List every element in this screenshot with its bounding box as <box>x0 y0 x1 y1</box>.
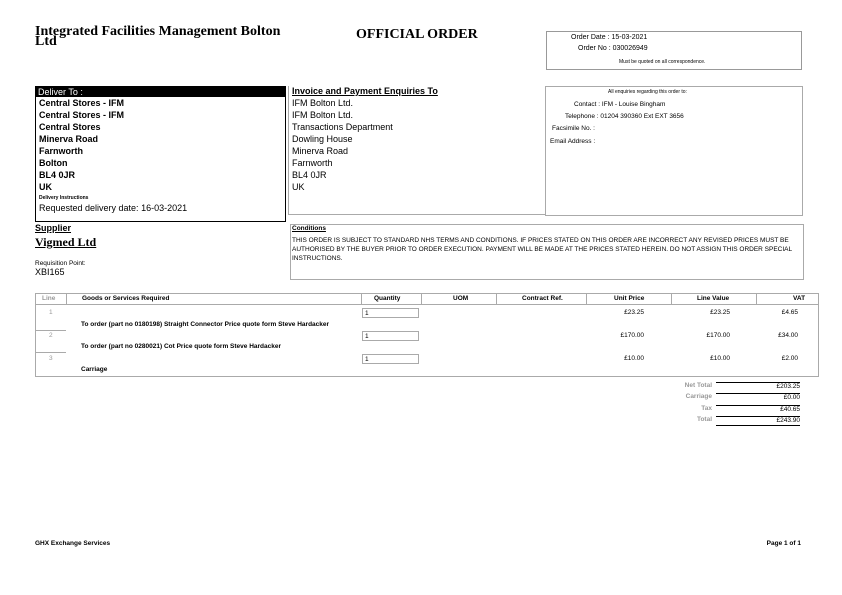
vat-value: £4.65 <box>781 309 798 316</box>
invoice-line: IFM Bolton Ltd. <box>292 110 354 120</box>
col-line: Line <box>42 295 56 302</box>
deliver-line: Central Stores - IFM <box>39 110 125 120</box>
carriage-label: Carriage <box>685 393 712 400</box>
unit-price: £170.00 <box>620 332 644 339</box>
conditions-label: Conditions <box>292 225 326 232</box>
invoice-label: Invoice and Payment Enquiries To <box>292 86 438 96</box>
deliver-line: BL4 0JR <box>39 170 76 180</box>
contact-box <box>545 86 803 216</box>
contact-email: Email Address : <box>550 138 596 145</box>
enquiries-note: All enquiries regarding this order to: <box>608 89 687 95</box>
requisition-label: Requisition Point: <box>35 260 86 267</box>
unit-price: £10.00 <box>624 355 644 362</box>
contact-fax: Facsimile No. : <box>552 125 595 132</box>
supplier-label: Supplier <box>35 223 72 233</box>
company-name: Integrated Facilities Management Bolton Ltd <box>35 24 281 49</box>
col-quantity: Quantity <box>374 295 401 302</box>
col-line-value: Line Value <box>697 295 730 302</box>
line-value: £170.00 <box>706 332 730 339</box>
deliver-line: Central Stores <box>39 122 101 132</box>
contact-telephone: Telephone : 01204 390360 Ext EXT 3656 <box>565 113 684 120</box>
unit-price: £23.25 <box>624 309 644 316</box>
tax-label: Tax <box>701 405 712 412</box>
item-description: To order (part no 0180198) Straight Connector Price quote form Steve Hardacker <box>81 321 330 328</box>
order-info-box <box>546 31 802 70</box>
deliver-line: Bolton <box>39 158 68 168</box>
quantity-field: 1 <box>362 331 419 341</box>
footer-left: GHX Exchange Services <box>35 540 111 547</box>
deliver-to-label: Deliver To : <box>36 87 285 97</box>
deliver-line: UK <box>39 182 52 192</box>
document-title: OFFICIAL ORDER <box>356 27 478 42</box>
deliver-to-box <box>35 86 286 222</box>
conditions-box <box>290 224 804 280</box>
quote-note: Must be quoted on all correspondence. <box>619 59 706 65</box>
total-value: £243.90 <box>716 416 800 426</box>
order-lines-table <box>35 293 819 377</box>
page-number: Page 1 of 1 <box>766 540 801 547</box>
vat-value: £34.00 <box>778 332 798 339</box>
col-goods: Goods or Services Required <box>82 295 170 302</box>
invoice-line: Farnworth <box>292 158 333 168</box>
vat-value: £2.00 <box>781 355 798 362</box>
line-value: £10.00 <box>710 355 730 362</box>
col-unit-price: Unit Price <box>614 295 645 302</box>
contact-name: Contact : IFM - Louise Bingham <box>574 101 666 108</box>
order-number: Order No : 030026949 <box>578 45 648 52</box>
net-total-value: £203.25 <box>716 382 800 391</box>
total-label: Total <box>696 416 712 423</box>
net-total-label: Net Total <box>684 382 712 389</box>
invoice-line: UK <box>292 182 305 192</box>
invoice-line: Transactions Department <box>292 122 393 132</box>
line-value: £23.25 <box>710 309 730 316</box>
invoice-line: Dowling House <box>292 134 353 144</box>
quantity-field: 1 <box>362 308 419 318</box>
order-date: Order Date : 15-03-2021 <box>571 34 648 41</box>
quantity-field: 1 <box>362 354 419 364</box>
delivery-instructions-label: Delivery Instructions <box>39 195 89 201</box>
item-description: Carriage <box>81 366 108 373</box>
deliver-line: Minerva Road <box>39 134 99 144</box>
invoice-line: BL4 0JR <box>292 170 327 180</box>
col-contract: Contract Ref. <box>522 295 563 302</box>
supplier-section <box>35 223 96 250</box>
supplier-name: Vigmed Ltd <box>35 235 97 249</box>
deliver-line: Farnworth <box>39 146 83 156</box>
invoice-box <box>288 86 545 215</box>
conditions-text: THIS ORDER IS SUBJECT TO STANDARD NHS TERMS AND CONDITIONS. IF PRICES STATED ON THIS ORDER ARE INCORRECT ANY REVISED PRICES MUST BE AUTHORISED BY THE BUYER PRIOR TO ORDER EXECUTION. PAYMENT WILL BE MADE AT THE PRICES STATED HEREIN. DO NOT ASSIGN THIS ORDER SPECIAL INSTRUCTIONS. <box>292 237 792 262</box>
invoice-line: Minerva Road <box>292 146 349 156</box>
row-line-number: 2 <box>49 332 53 339</box>
row-line-number: 1 <box>49 309 53 316</box>
col-uom: UOM <box>453 295 469 302</box>
item-description: To order (part no 0280021) Cot Price quote form Steve Hardacker <box>81 343 281 350</box>
row-line-number: 3 <box>49 355 53 362</box>
deliver-line: Central Stores - IFM <box>39 98 125 108</box>
col-vat: VAT <box>793 295 806 302</box>
invoice-line: IFM Bolton Ltd. <box>292 98 354 108</box>
requested-delivery-date: Requested delivery date: 16-03-2021 <box>39 203 188 213</box>
requisition-value: XBI165 <box>35 267 65 277</box>
tax-value: £40.65 <box>716 405 800 414</box>
carriage-value: £0.00 <box>716 393 800 402</box>
